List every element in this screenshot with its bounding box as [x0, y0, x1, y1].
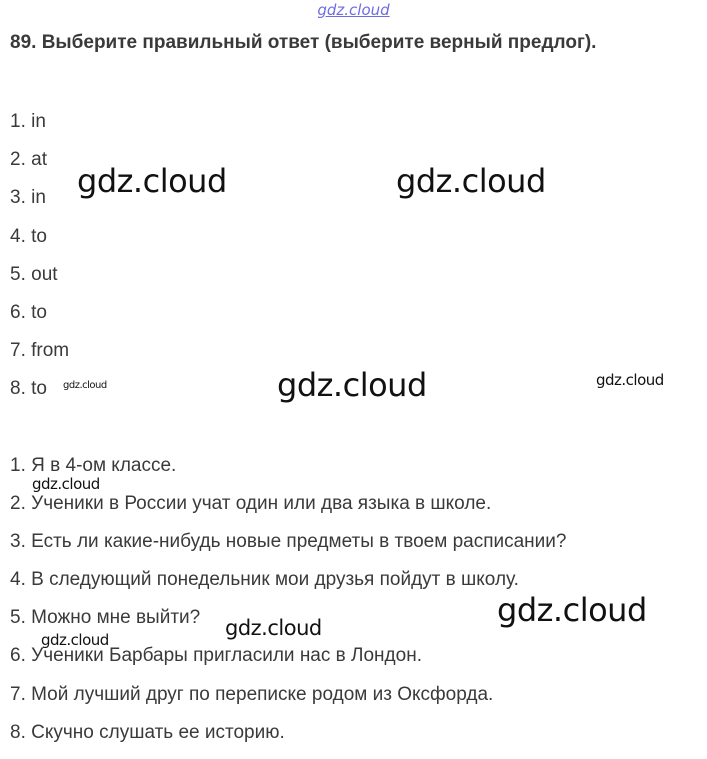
- watermark-text: gdz.cloud: [396, 162, 546, 200]
- answer-item: 6. to: [10, 301, 47, 323]
- answer-item: 3. in: [10, 187, 46, 209]
- answer-item: 1. in: [10, 111, 46, 132]
- translation-item: 1. Я в 4-ом классе.: [10, 455, 177, 476]
- translation-item: 8. Скучно слушать ее историю.: [10, 721, 285, 743]
- answer-item: 4. to: [10, 225, 47, 247]
- exercise-title: 89. Выберите правильный ответ (выберите верный предлог).: [10, 32, 597, 53]
- answers-list: [10, 110, 69, 416]
- watermark-text: gdz.cloud: [225, 616, 322, 640]
- translation-item: 7. Мой лучший друг по переписке родом из Оксфорда.: [10, 683, 494, 705]
- answer-item: 7. from: [10, 340, 70, 362]
- translation-item: 3. Есть ли какие-нибудь новые предметы в твоем расписании?: [10, 531, 567, 553]
- watermark-text: gdz.cloud: [32, 475, 100, 493]
- translation-item: 2. Ученики в России учат один или два языка в школе.: [10, 493, 492, 515]
- answer-item: 8. to: [10, 378, 47, 400]
- watermark-text: gdz.cloud: [277, 366, 427, 404]
- watermark-text: gdz.cloud: [63, 380, 107, 391]
- translation-item: 6. Ученики Барбары пригласили нас в Лондон.: [10, 645, 422, 667]
- watermark-text: gdz.cloud: [596, 371, 664, 389]
- answer-item: 2. at: [10, 149, 47, 171]
- top-watermark: gdz.cloud: [317, 1, 390, 19]
- watermark-text: gdz.cloud: [497, 591, 647, 629]
- translation-item: 5. Можно мне выйти?: [10, 607, 201, 629]
- answer-item: 5. out: [10, 263, 58, 285]
- watermark-text: gdz.cloud: [77, 162, 227, 200]
- translation-item: 4. В следующий понедельник мои друзья пойдут в школу.: [10, 569, 519, 591]
- watermark-text: gdz.cloud: [41, 631, 109, 649]
- translations-list: [10, 454, 566, 759]
